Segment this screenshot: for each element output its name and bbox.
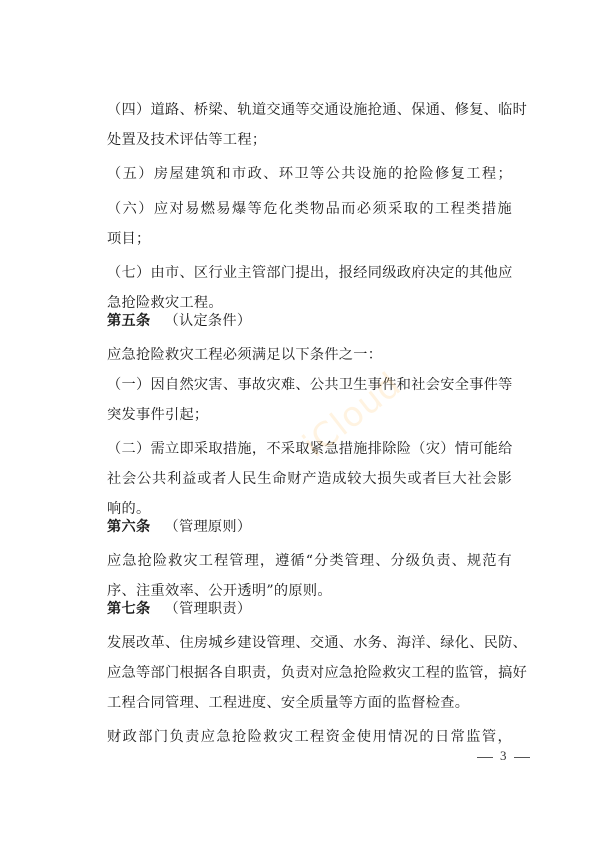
- text-line: 突发事件引起；: [107, 407, 209, 423]
- article-heading: [107, 311, 251, 331]
- text-line: （七）由市、区行业主管部门提出，报经同级政府决定的其他应: [107, 265, 513, 281]
- text-line: 应急抢险救灾工程必须满足以下条件之一：: [107, 347, 383, 363]
- text-line: （六）应对易燃易爆等危化类物品而必须采取的工程类措施: [107, 201, 512, 217]
- article-title: 第六条: [107, 519, 151, 535]
- text-line: （二）需立即采取措施，不采取紧急措施排除险（灾）情可能给: [107, 441, 513, 457]
- text-line: 应急等部门根据各自职责，负责对应急抢险救灾工程的监管，搞好: [107, 665, 528, 681]
- page-number-value: 3: [500, 748, 507, 763]
- article-heading: [107, 517, 251, 537]
- cloud-watermark: iCloud: [295, 364, 409, 466]
- text-line: （四）道路、桥梁、轨道交通等交通设施抢通、保通、修复、临时: [107, 102, 528, 118]
- article-subtitle: （管理原则）: [164, 519, 252, 535]
- article-subtitle: （认定条件）: [164, 313, 252, 329]
- text-line: （五）房屋建筑和市政、环卫等公共设施的抢险修复工程；: [107, 166, 512, 182]
- text-line: 急抢险救灾工程。: [107, 295, 223, 311]
- article-title: 第七条: [107, 601, 151, 617]
- text-line: 序、注重效率、公开透明”的原则。: [107, 583, 332, 599]
- text-line: 响的。: [107, 501, 151, 517]
- text-line: 财政部门负责应急抢险救灾工程资金使用情况的日常监管，: [107, 729, 512, 745]
- article-title: 第五条: [107, 313, 151, 329]
- text-line: 处置及技术评估等工程；: [107, 132, 267, 148]
- text-line: 社会公共利益或者人民生命财产造成较大损失或者巨大社会影: [107, 471, 512, 487]
- dash-icon: [514, 757, 530, 758]
- text-line: 发展改革、住房城乡建设管理、交通、水务、海洋、绿化、民防、: [107, 635, 528, 651]
- text-line: （一）因自然灾害、事故灾难、公共卫生事件和社会安全事件等: [107, 377, 513, 393]
- text-line: 项目；: [107, 231, 151, 247]
- text-line: 应急抢险救灾工程管理，遵循“分类管理、分级负责、规范有: [107, 553, 512, 569]
- text-line: 工程合同管理、工程进度、安全质量等方面的监督检查。: [107, 695, 470, 711]
- dash-icon: [477, 757, 493, 758]
- page-number: [470, 748, 537, 764]
- article-heading: [107, 599, 251, 619]
- article-subtitle: （管理职责）: [164, 601, 252, 617]
